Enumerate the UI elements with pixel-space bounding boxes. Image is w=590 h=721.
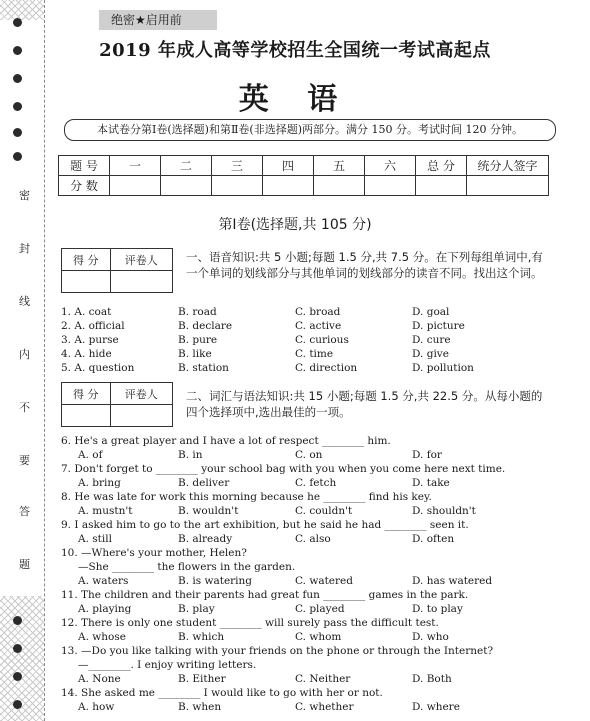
answer-option[interactable]: A. bring <box>78 477 121 489</box>
grade-box-score-label: 得 分 <box>62 383 111 405</box>
phonetics-item <box>61 334 551 347</box>
question-option[interactable]: D. picture <box>412 320 465 332</box>
grade-box-score-label: 得 分 <box>62 249 111 271</box>
score-input-cell[interactable] <box>416 176 467 196</box>
score-input-cell[interactable] <box>212 176 263 196</box>
question-option-a[interactable]: 3. A. purse <box>61 334 119 346</box>
question-stem-line2: —________. I enjoy writing letters. <box>78 659 257 671</box>
grade-box-score-cell[interactable] <box>62 405 111 427</box>
question-option[interactable]: C. active <box>295 320 342 332</box>
section2-instruction: 二、词汇与语法知识:共 15 小题;每题 1.5 分,共 22.5 分。从每小题的四个选择项中,选出最佳的一项。 <box>186 389 543 419</box>
question-stem: 12. There is only one student ________ will surely pass the difficult test. <box>61 617 439 629</box>
answer-option[interactable]: B. which <box>178 631 225 643</box>
answer-option[interactable]: C. whom <box>295 631 342 643</box>
answer-option[interactable]: C. Neither <box>295 673 351 685</box>
question-stem: 7. Don't forget to ________ your school bag with you when you come here next time. <box>61 463 506 475</box>
binding-hatch-top <box>0 0 44 20</box>
answer-option[interactable]: D. who <box>412 631 449 643</box>
answer-option[interactable]: C. watered <box>295 575 353 587</box>
grade-box-grader-label: 评卷人 <box>110 383 172 405</box>
answer-option[interactable]: C. couldn't <box>295 505 353 517</box>
score-input-cell[interactable] <box>263 176 314 196</box>
phonetics-item <box>61 348 551 361</box>
grade-box-grader-cell[interactable] <box>110 271 172 293</box>
question-option[interactable]: D. goal <box>412 306 450 318</box>
secret-label: 绝密★启用前 <box>99 10 217 30</box>
score-input-cell[interactable] <box>161 176 212 196</box>
question-option[interactable]: B. pure <box>178 334 218 346</box>
question-stem: 6. He's a great player and I have a lot of respect ________ him. <box>61 435 391 447</box>
question-stem: 14. She asked me ________ I would like to go with her or not. <box>61 687 383 699</box>
question-option-a[interactable]: 5. A. question <box>61 362 135 374</box>
question-option[interactable]: B. station <box>178 362 229 374</box>
question-option[interactable]: C. direction <box>295 362 358 374</box>
answer-option[interactable]: A. mustn't <box>78 505 133 517</box>
grade-box-score-cell[interactable] <box>62 271 111 293</box>
answer-option[interactable]: D. for <box>412 449 442 461</box>
grade-box <box>61 248 173 293</box>
question-option-a[interactable]: 2. A. official <box>61 320 125 332</box>
question-option[interactable]: D. give <box>412 348 449 360</box>
score-table-score-row <box>59 176 549 196</box>
binding-hole <box>13 18 22 27</box>
grade-box <box>61 382 173 427</box>
score-cell: 四 <box>263 156 314 176</box>
answer-option[interactable]: D. where <box>412 701 460 713</box>
question-option[interactable]: B. like <box>178 348 212 360</box>
score-cell: 题 号 <box>59 156 110 176</box>
score-cell: 分 数 <box>59 176 110 196</box>
answer-option[interactable]: A. whose <box>78 631 126 643</box>
score-cell: 一 <box>110 156 161 176</box>
seal-char: 答 <box>19 505 30 518</box>
seal-char: 密 <box>19 189 30 202</box>
answer-option[interactable]: A. None <box>78 673 121 685</box>
question-option[interactable]: D. cure <box>412 334 451 346</box>
score-input-cell[interactable] <box>314 176 365 196</box>
question-option[interactable]: C. broad <box>295 306 341 318</box>
answer-option[interactable]: B. is watering <box>178 575 253 587</box>
section1-instruction: 一、语音知识:共 5 小题;每题 1.5 分,共 7.5 分。在下列每组单词中,有一个单词的划线部分与其他单词的划线部分的读音不同。找出这个词。 <box>186 250 543 280</box>
seal-char: 不 <box>19 401 30 414</box>
phonetics-item <box>61 306 551 319</box>
question-options <box>61 603 551 616</box>
question-options <box>61 673 551 686</box>
score-cell: 三 <box>212 156 263 176</box>
question-stem: 8. He was late for work this morning because he ________ find his key. <box>61 491 432 503</box>
question-stem: 11. The children and their parents had great fun ________ games in the park. <box>61 589 469 601</box>
score-cell: 五 <box>314 156 365 176</box>
answer-option[interactable]: A. how <box>78 701 115 713</box>
question-stem-line2: —She ________ the flowers in the garden. <box>78 561 296 573</box>
score-table <box>58 155 549 196</box>
part1-title: 第Ⅰ卷(选择题,共 105 分) <box>218 217 372 233</box>
question-option[interactable]: C. time <box>295 348 334 360</box>
binding-hole <box>13 152 22 161</box>
grade-box-grader-label: 评卷人 <box>110 249 172 271</box>
answer-option[interactable]: D. often <box>412 533 455 545</box>
question-options <box>61 533 551 546</box>
answer-option[interactable]: B. already <box>178 533 233 545</box>
answer-option[interactable]: C. played <box>295 603 345 615</box>
score-input-cell[interactable] <box>365 176 416 196</box>
answer-option[interactable]: C. whether <box>295 701 354 713</box>
score-cell: 二 <box>161 156 212 176</box>
score-input-cell[interactable] <box>467 176 549 196</box>
answer-option[interactable]: A. of <box>78 449 103 461</box>
answer-option[interactable]: A. still <box>78 533 112 545</box>
answer-option[interactable]: D. take <box>412 477 450 489</box>
score-cell: 六 <box>365 156 416 176</box>
answer-option[interactable]: C. on <box>295 449 323 461</box>
answer-option[interactable]: B. Either <box>178 673 226 685</box>
question-option-a[interactable]: 1. A. coat <box>61 306 112 318</box>
question-stem: 10. —Where's your mother, Helen? <box>61 547 247 559</box>
question-option[interactable]: D. pollution <box>412 362 474 374</box>
answer-option[interactable]: D. to play <box>412 603 463 615</box>
question-options <box>61 449 551 462</box>
answer-option[interactable]: D. has watered <box>412 575 493 587</box>
answer-option[interactable]: D. shouldn't <box>412 505 476 517</box>
binding-hatch-bottom <box>0 596 44 721</box>
seal-char: 线 <box>19 295 30 308</box>
answer-option[interactable]: A. playing <box>78 603 132 615</box>
grade-box-grader-cell[interactable] <box>110 405 172 427</box>
exam-note: 本试卷分第Ⅰ卷(选择题)和第Ⅱ卷(非选择题)两部分。满分 150 分。考试时间 120 分钟。 <box>64 119 556 141</box>
score-cell: 总 分 <box>416 156 467 176</box>
answer-option[interactable]: B. when <box>178 701 222 713</box>
exam-title: 2019 年成人高等学校招生全国统一考试高起点 <box>99 40 491 61</box>
answer-option[interactable]: B. play <box>178 603 215 615</box>
question-options <box>61 631 551 644</box>
question-stem: 9. I asked him to go to the art exhibition, but he said he had ________ seen it. <box>61 519 469 531</box>
phonetics-item <box>61 362 551 375</box>
binding-hole <box>13 700 22 709</box>
question-option-a[interactable]: 4. A. hide <box>61 348 112 360</box>
question-options <box>61 505 551 518</box>
score-input-cell[interactable] <box>110 176 161 196</box>
answer-option[interactable]: A. waters <box>78 575 129 587</box>
binding-hole <box>13 128 22 137</box>
seal-char: 要 <box>19 454 30 467</box>
answer-option[interactable]: B. deliver <box>178 477 230 489</box>
question-options <box>61 575 551 588</box>
answer-option[interactable]: C. also <box>295 533 331 545</box>
question-option[interactable]: C. curious <box>295 334 349 346</box>
answer-option[interactable]: B. wouldn't <box>178 505 239 517</box>
answer-option[interactable]: D. Both <box>412 673 452 685</box>
question-option[interactable]: B. declare <box>178 320 233 332</box>
score-cell: 统分人签字 <box>467 156 549 176</box>
question-options <box>61 701 551 714</box>
question-options <box>61 477 551 490</box>
phonetics-item <box>61 320 551 333</box>
seal-char: 内 <box>19 348 30 361</box>
seal-char: 封 <box>19 242 30 255</box>
question-option[interactable]: B. road <box>178 306 217 318</box>
question-stem: 13. —Do you like talking with your friends on the phone or through the Internet? <box>61 645 494 657</box>
binding-hole <box>13 644 22 653</box>
binding-hole <box>13 616 22 625</box>
answer-option[interactable]: C. fetch <box>295 477 337 489</box>
binding-hole <box>13 672 22 681</box>
seal-char: 题 <box>19 558 30 571</box>
score-table-header-row <box>59 156 549 176</box>
subject-title: 英 语 <box>238 82 352 117</box>
answer-option[interactable]: B. in <box>178 449 203 461</box>
